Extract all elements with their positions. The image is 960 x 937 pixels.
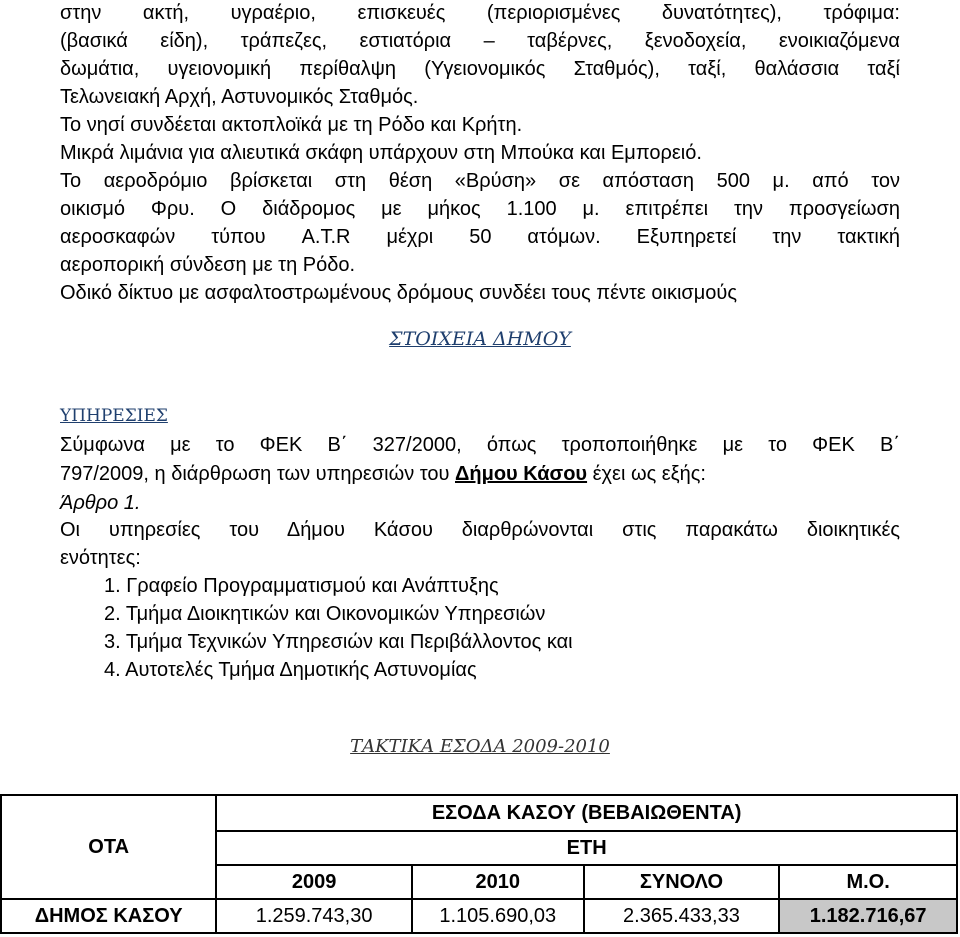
intro-line: (βασικά είδη), τράπεζες, εστιατόρια – ταβέρνες, ξενοδοχεία, ενοικιαζόμενα	[60, 30, 900, 52]
table-title: ΤΑΚΤΙΚΑ ΕΣΟΔΑ 2009-2010	[350, 736, 610, 757]
cell-total: 2.365.433,33	[584, 899, 780, 933]
intro-line: Το νησί συνδέεται ακτοπλοϊκά με τη Ρόδο και Κρήτη.	[60, 114, 523, 136]
ota-header: ΟΤΑ	[1, 795, 216, 899]
intro-line: στην ακτή, υγραέριο, επισκευές (περιορισμένες δυνατότητες), τρόφιμα:	[60, 2, 900, 24]
intro-line: Το αεροδρόμιο βρίσκεται στη θέση «Βρύση» σε απόσταση 500 μ. από τον	[60, 170, 900, 192]
table-caption: ΕΣΟΔΑ ΚΑΣΟΥ (ΒΕΒΑΙΩΘΕΝΤΑ)	[216, 795, 957, 831]
list-item: 3. Τμήμα Τεχνικών Υπηρεσιών και Περιβάλλοντος και	[104, 631, 573, 653]
cell-avg: 1.182.716,67	[779, 899, 957, 933]
intro-line: οικισμό Φρυ. Ο διάδρομος με μήκος 1.100 μ. επιτρέπει την προσγείωση	[60, 198, 900, 220]
intro-line: Οδικό δίκτυο με ασφαλτοστρωμένους δρόμους συνδέει τους πέντε οικισμούς	[60, 282, 737, 304]
col-total-header: ΣΥΝΟΛΟ	[584, 865, 780, 899]
body-text: 797/2009, η διάρθρωση των υπηρεσιών του	[60, 463, 455, 485]
municipality-name: Δήμου Κάσου	[455, 463, 588, 485]
list-item: 2. Τμήμα Διοικητικών και Οικονομικών Υπηρεσιών	[104, 603, 546, 625]
body-text: έχει ως εξής:	[587, 463, 706, 485]
section-heading: ΣΤΟΙΧΕΙΑ ΔΗΜΟΥ	[389, 328, 571, 350]
intro-line: Τελωνειακή Αρχή, Αστυνομικός Σταθμός.	[60, 86, 419, 108]
intro-line: Μικρά λιμάνια για αλιευτικά σκάφη υπάρχουν στη Μπούκα και Εμπορειό.	[60, 142, 702, 164]
revenue-table	[0, 794, 958, 934]
intro-line: αεροσκαφών τύπου A.T.R μέχρι 50 ατόμων. Εξυπηρετεί την τακτική	[60, 226, 900, 248]
list-item: 1. Γραφείο Προγραμματισμού και Ανάπτυξης	[104, 575, 499, 597]
body-line: ενότητες:	[60, 547, 141, 569]
body-line: Σύμφωνα με το ΦΕΚ Β΄ 327/2000, όπως τροποποιήθηκε με το ΦΕΚ Β΄	[60, 434, 900, 456]
list-item: 4. Αυτοτελές Τμήμα Δημοτικής Αστυνομίας	[104, 659, 477, 681]
intro-line: αεροπορική σύνδεση με τη Ρόδο.	[60, 254, 356, 276]
row-label: ΔΗΜΟΣ ΚΑΣΟΥ	[1, 899, 216, 933]
services-heading: ΥΠΗΡΕΣΙΕΣ	[60, 406, 168, 426]
intro-line: δωμάτια, υγειονομική περίθαλψη (Υγειονομικός Σταθμός), ταξί, θαλάσσια ταξί	[60, 58, 900, 80]
body-line	[60, 461, 706, 487]
article-label: Άρθρο 1.	[60, 492, 141, 514]
col-2010-header: 2010	[412, 865, 584, 899]
years-header: ΕΤΗ	[216, 831, 957, 865]
cell-2010: 1.105.690,03	[412, 899, 584, 933]
body-line: Οι υπηρεσίες του Δήμου Κάσου διαρθρώνονται στις παρακάτω διοικητικές	[60, 519, 900, 541]
cell-2009: 1.259.743,30	[216, 899, 412, 933]
col-avg-header: Μ.Ο.	[779, 865, 957, 899]
col-2009-header: 2009	[216, 865, 412, 899]
